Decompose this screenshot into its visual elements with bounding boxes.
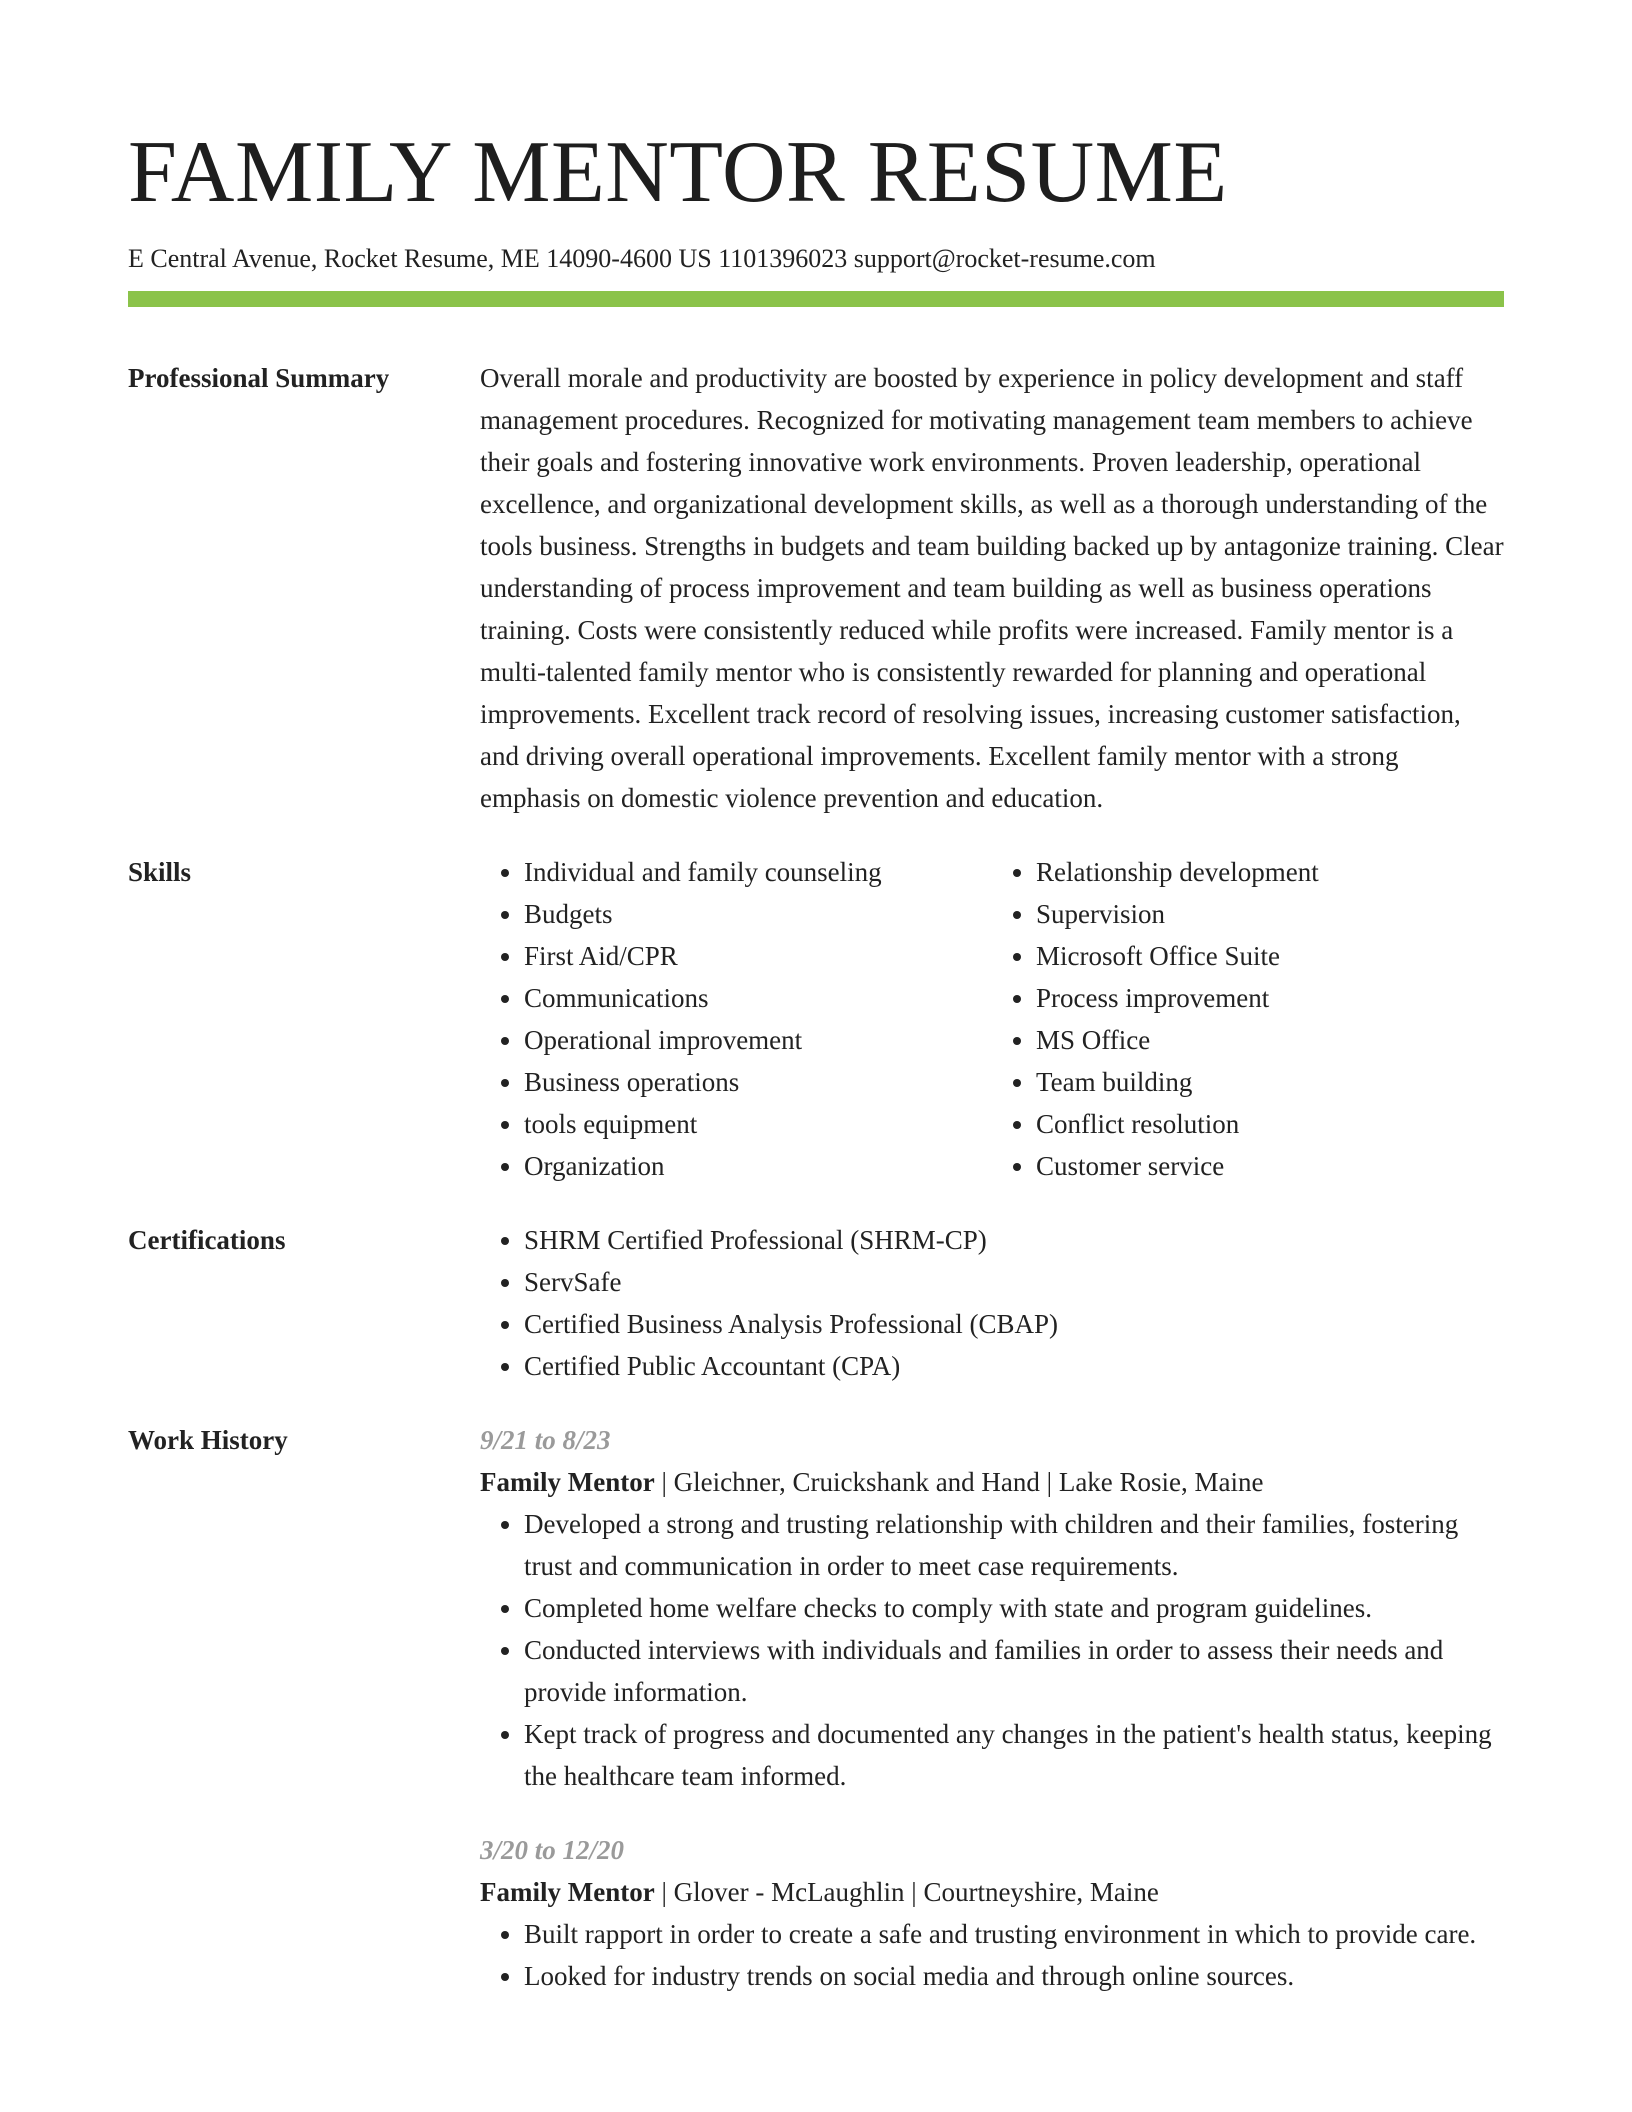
skill-item: • First Aid/CPR [524,935,992,977]
certification-item: • SHRM Certified Professional (SHRM-CP) [524,1219,1504,1261]
skill-item: • Relationship development [1036,851,1504,893]
skill-item: • Business operations [524,1061,992,1103]
job-dates: 9/21 to 8/23 [480,1425,611,1455]
job-title: Family Mentor [480,1467,655,1497]
skills-heading: Skills [128,857,192,887]
skill-item: • Process improvement [1036,977,1504,1019]
certifications-list [480,1219,1504,1387]
certification-item: • ServSafe [524,1261,1504,1303]
job-dates: 3/20 to 12/20 [480,1835,625,1865]
job-bullet: • Completed home welfare checks to comply with state and program guidelines. [524,1587,1504,1629]
skill-item: • Individual and family counseling [524,851,992,893]
skill-item: • Team building [1036,1061,1504,1103]
skill-item: • Supervision [1036,893,1504,935]
skills-section [128,851,1504,1187]
skill-item: • MS Office [1036,1019,1504,1061]
job-bullets [480,1913,1504,1997]
skills-body [480,851,1504,1187]
skill-item: • Microsoft Office Suite [1036,935,1504,977]
skill-item: • Conflict resolution [1036,1103,1504,1145]
skill-item: • tools equipment [524,1103,992,1145]
summary-body [480,357,1504,819]
skills-list-right [992,851,1504,1187]
skills-list-left [480,851,992,1187]
job-bullet: • Looked for industry trends on social media and through online sources. [524,1955,1504,1997]
contact-line: E Central Avenue, Rocket Resume, ME 14090-4600 US 1101396023 support@rocket-resume.com [128,244,1156,273]
job-header [480,1461,1504,1503]
summary-heading: Professional Summary [128,363,390,393]
job-details: | Gleichner, Cruickshank and Hand | Lake Rosie, Maine [654,1467,1264,1497]
skill-item: • Customer service [1036,1145,1504,1187]
certification-item: • Certified Business Analysis Professional (CBAP) [524,1303,1504,1345]
skill-item: • Organization [524,1145,992,1187]
summary-text: Overall morale and productivity are boosted by experience in policy development and staff management procedures. Recognized for motivating management team members to achieve their goals and fostering innovative work environments. Proven leadership, operational excellence, and organizational development skills, as well as a thorough understanding of the tools business. Strengths in budgets and team building backed up by antagonize training. Clear understanding of process improvement and team building as well as business operations training. Costs were consistently reduced while profits were increased. Family mentor is a multi-talented family mentor who is consistently rewarded for planning and operational improvements. Excellent track record of resolving issues, increasing customer satisfaction, and driving overall operational improvements. Excellent family mentor with a strong emphasis on domestic violence prevention and education. [480,363,1504,813]
resume-title: FAMILY MENTOR RESUME [128,124,1228,221]
certifications-section [128,1219,1504,1387]
job-entry [480,1829,1504,1997]
job-bullet: • Kept track of progress and documented any changes in the patient's health status, keeping the healthcare team informed. [524,1713,1504,1797]
skill-item: • Communications [524,977,992,1019]
job-bullet: • Conducted interviews with individuals and families in order to assess their needs and provide information. [524,1629,1504,1713]
skill-item: • Budgets [524,893,992,935]
job-header [480,1871,1504,1913]
work-history-heading: Work History [128,1425,288,1455]
summary-section [128,357,1504,819]
skill-item: • Operational improvement [524,1019,992,1061]
work-history-body [480,1419,1504,1997]
certification-item: • Certified Public Accountant (CPA) [524,1345,1504,1387]
job-title: Family Mentor [480,1877,655,1907]
certifications-body [480,1219,1504,1387]
header-divider [128,291,1504,307]
job-bullet: • Built rapport in order to create a safe and trusting environment in which to provide care. [524,1913,1504,1955]
work-history-section [128,1419,1504,1997]
job-entry [480,1419,1504,1797]
certifications-heading: Certifications [128,1225,286,1255]
job-bullet: • Developed a strong and trusting relationship with children and their families, fostering trust and communication in order to meet case requirements. [524,1503,1504,1587]
job-bullets [480,1503,1504,1797]
job-details: | Glover - McLaughlin | Courtneyshire, Maine [654,1877,1159,1907]
